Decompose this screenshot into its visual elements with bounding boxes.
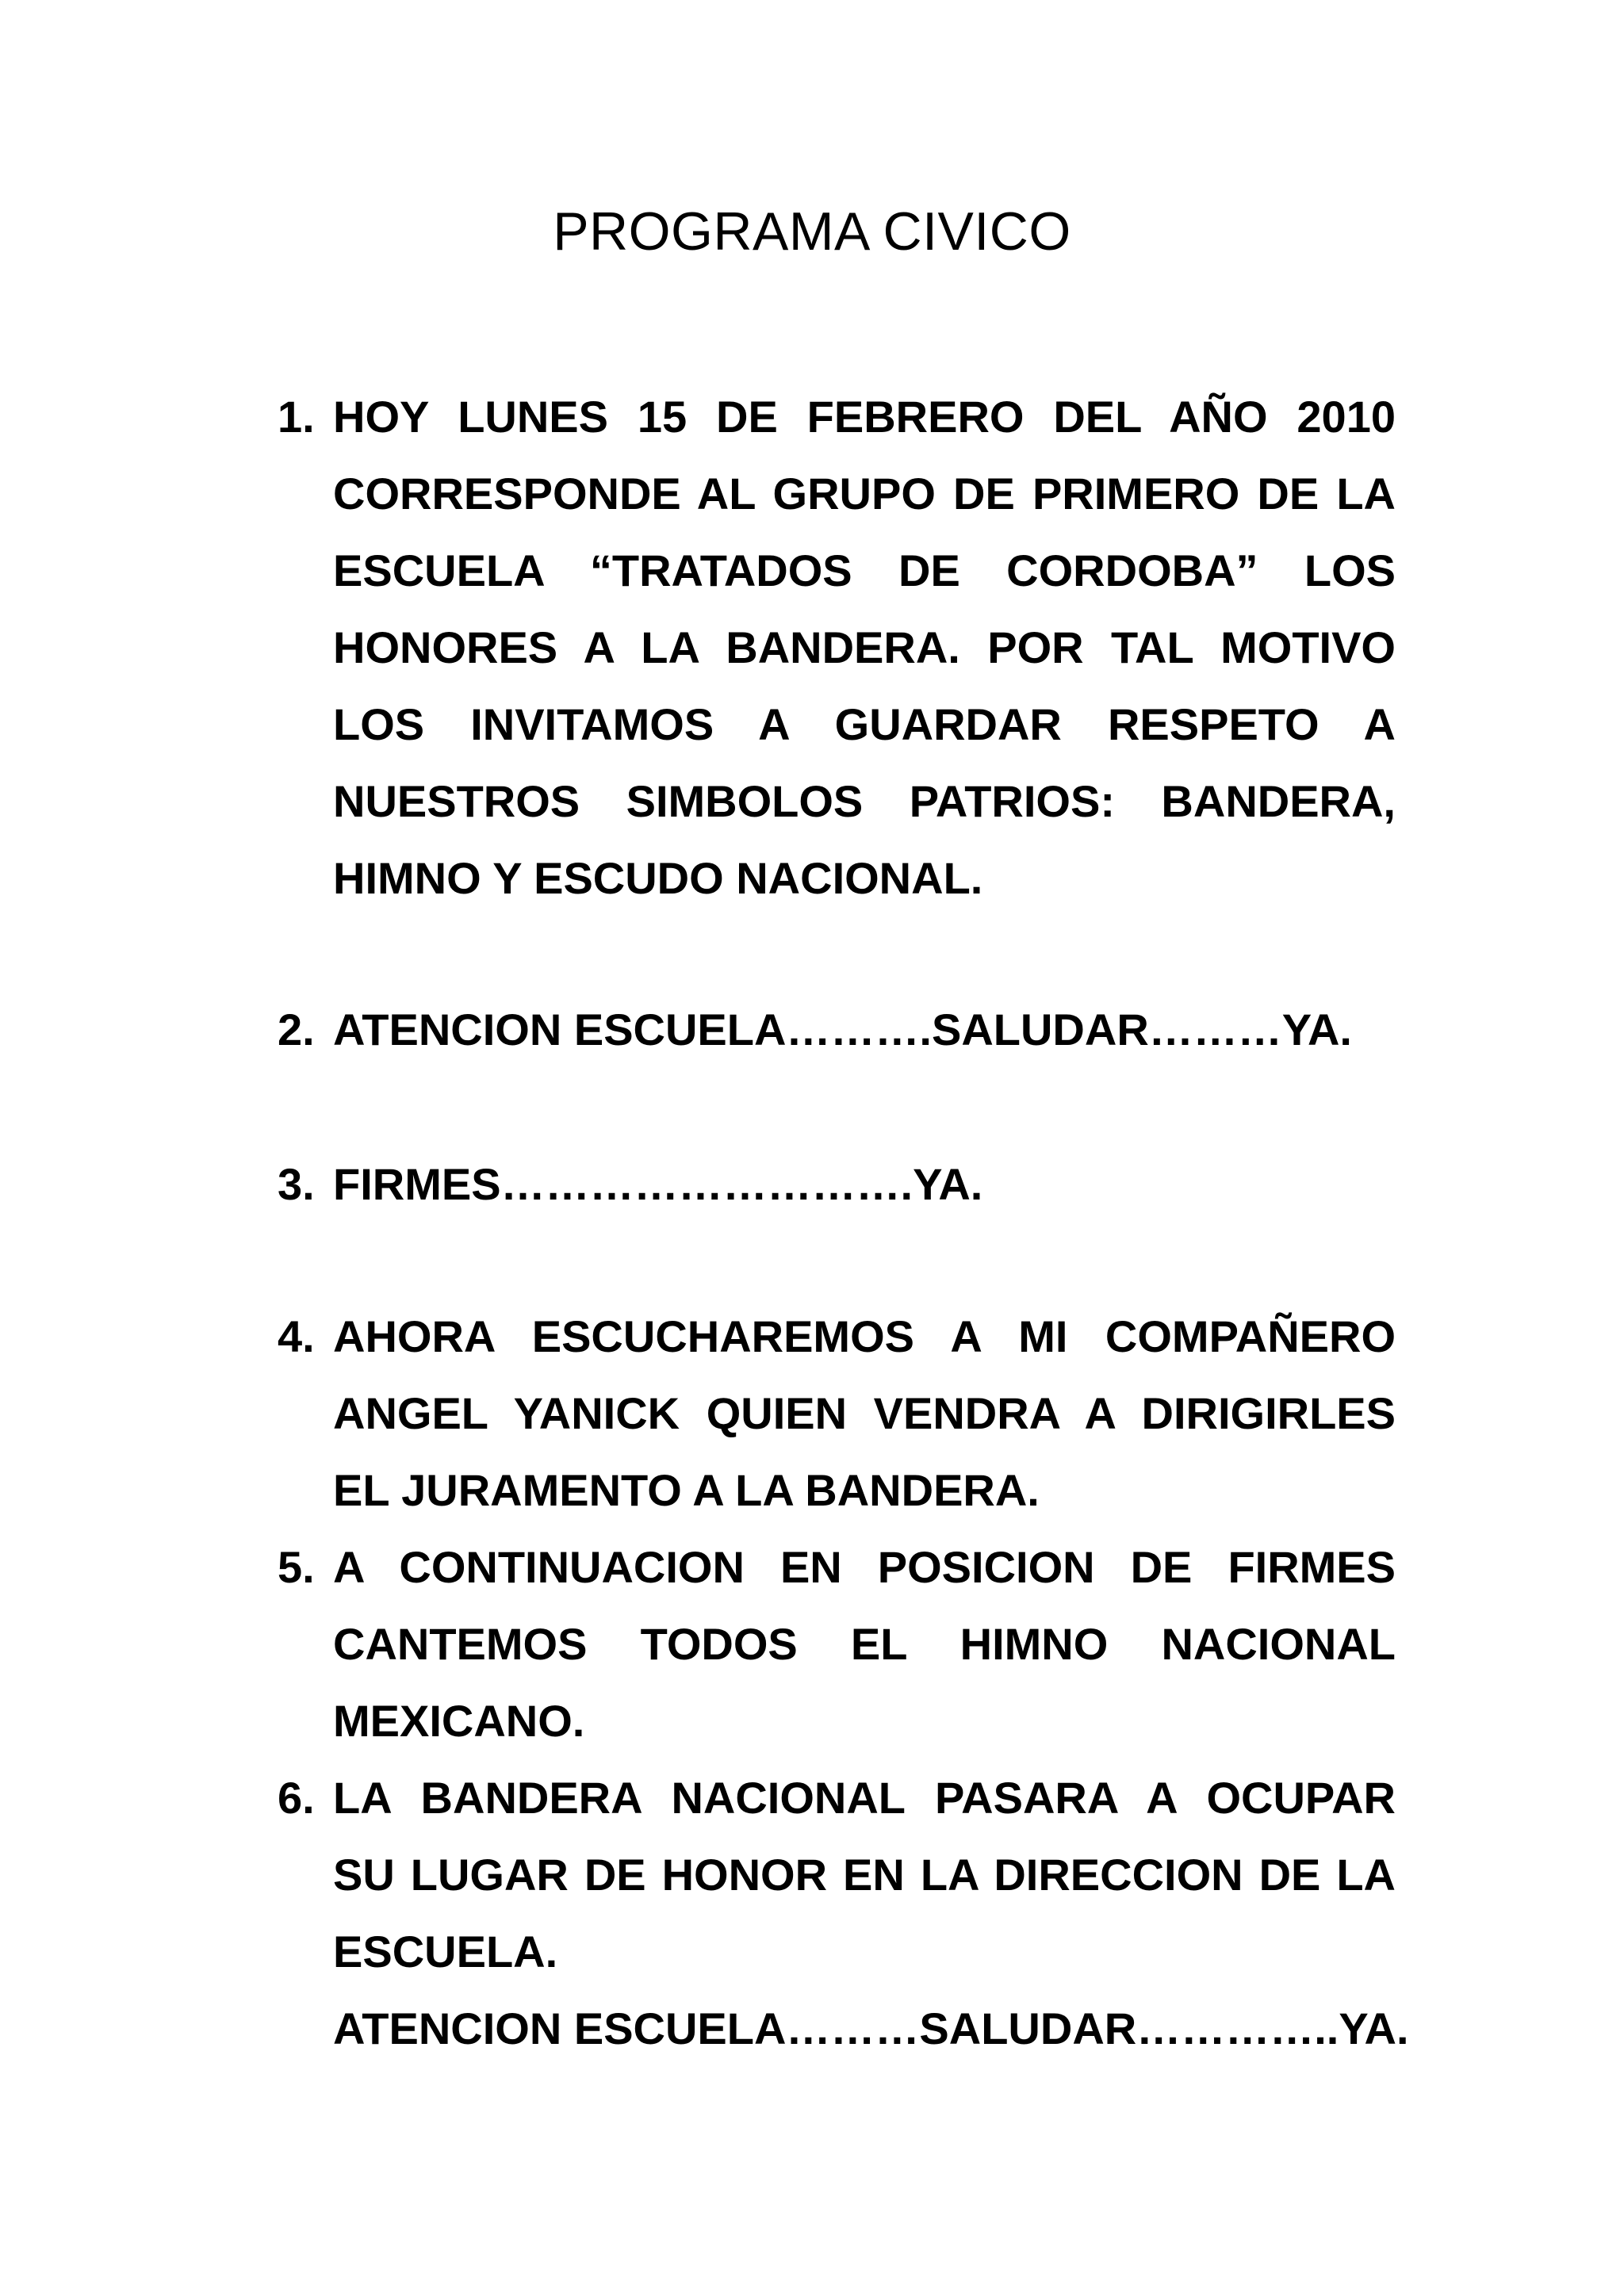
item-text	[333, 1146, 1396, 1223]
item-number: 3.	[278, 1159, 315, 1209]
item-line: ANGEL YANICK QUIEN VENDRA A DIRIGIRLES	[333, 1388, 1396, 1438]
item-line: HOY LUNES 15 DE FEBRERO DEL AÑO 2010	[333, 392, 1396, 442]
item-number: 4.	[278, 1311, 315, 1361]
item-line: A CONTINUACION EN POSICION DE FIRMES	[333, 1542, 1396, 1592]
item-line: ESCUELA “TRATADOS DE CORDOBA” LOS	[333, 545, 1396, 595]
item-line: ESCUELA.	[333, 1927, 558, 1976]
item-line: EL JURAMENTO A LA BANDERA.	[333, 1465, 1040, 1515]
item-line: NUESTROS SIMBOLOS PATRIOS: BANDERA,	[333, 776, 1396, 826]
item-line: LOS INVITAMOS A GUARDAR RESPETO A	[333, 699, 1396, 749]
item-line: SU LUGAR DE HONOR EN LA DIRECCION DE LA	[333, 1850, 1396, 1900]
item-line: LA BANDERA NACIONAL PASARA A OCUPAR	[333, 1773, 1396, 1823]
item-text	[333, 1529, 1396, 1759]
item-text	[333, 1298, 1396, 1529]
item-line: HONORES A LA BANDERA. POR TAL MOTIVO	[333, 622, 1396, 672]
item-number: 6.	[278, 1773, 315, 1823]
item-text	[333, 1759, 1396, 1990]
item-number: 2.	[278, 1004, 315, 1054]
page-title: PROGRAMA CIVICO	[553, 201, 1071, 262]
item-line: HIMNO Y ESCUDO NACIONAL.	[333, 853, 983, 903]
item-line: FIRMES……………………….YA.	[333, 1159, 983, 1209]
closing-line: ATENCION ESCUELA………SALUDAR…………..YA.	[333, 2003, 1409, 2053]
item-line: ATENCION ESCUELA……….SALUDAR………YA.	[333, 1004, 1352, 1054]
item-line: CORRESPONDE AL GRUPO DE PRIMERO DE LA	[333, 469, 1396, 519]
item-number: 1.	[278, 392, 315, 442]
item-line: CANTEMOS TODOS EL HIMNO NACIONAL	[333, 1619, 1396, 1669]
item-text	[333, 378, 1396, 916]
item-number: 5.	[278, 1542, 315, 1592]
item-line: MEXICANO.	[333, 1696, 585, 1746]
item-line: AHORA ESCUCHAREMOS A MI COMPAÑERO	[333, 1311, 1396, 1361]
item-text	[333, 991, 1396, 1068]
